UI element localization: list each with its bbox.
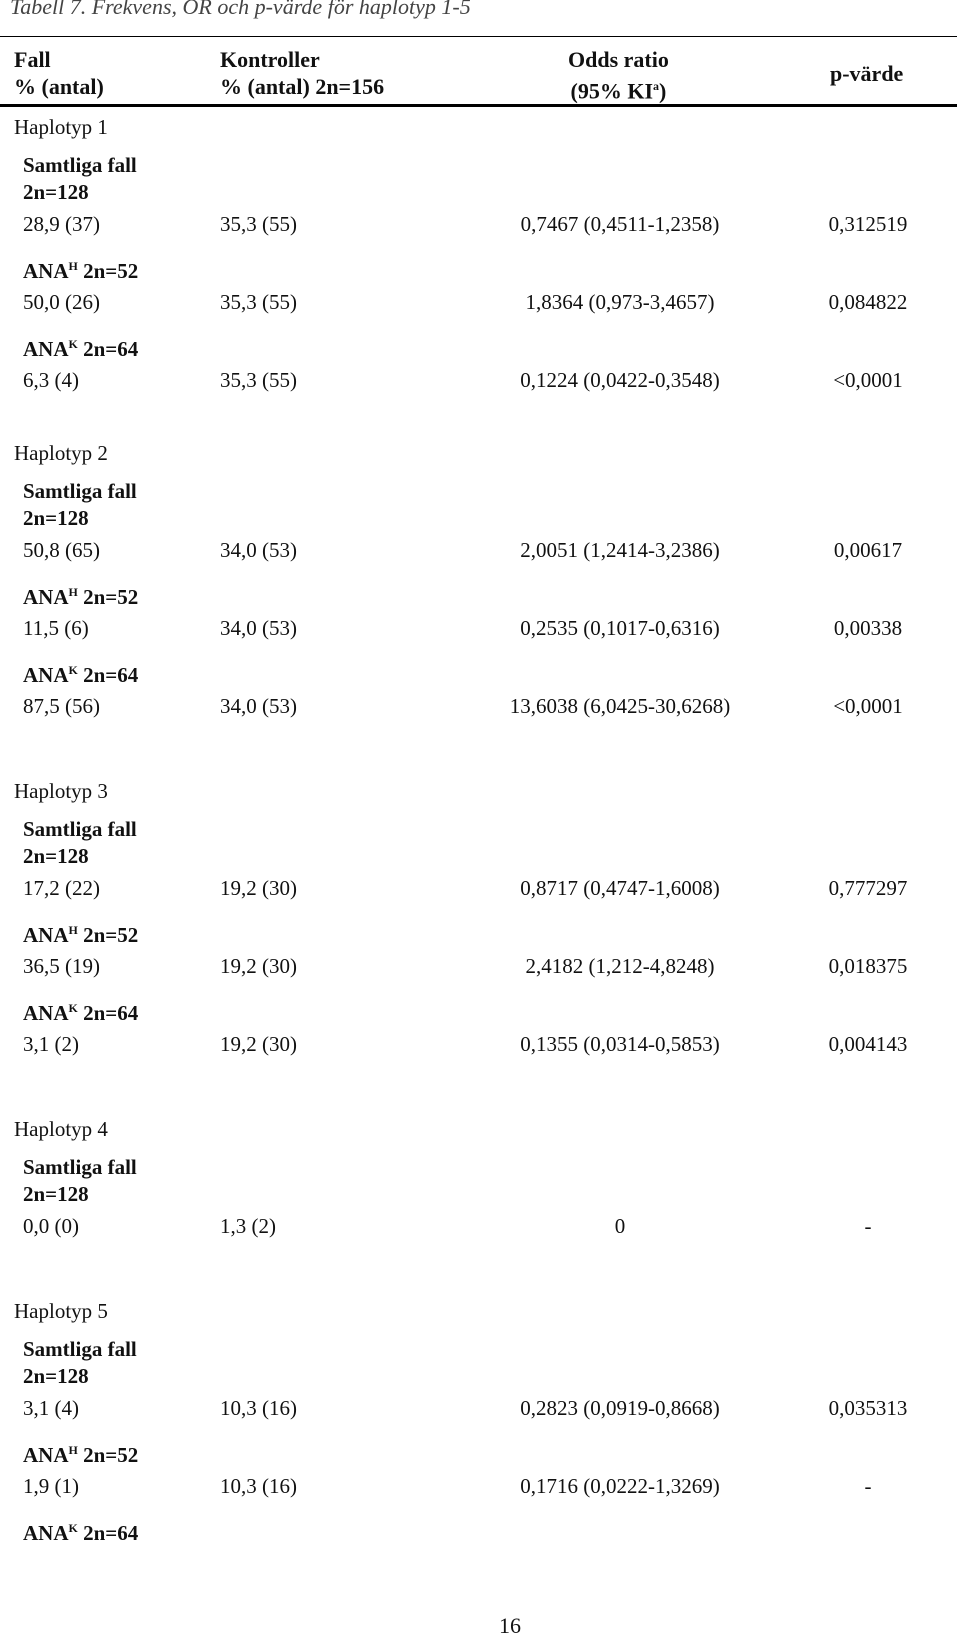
cell-or: 0	[614, 1214, 626, 1238]
haplotype-section-title: Haplotyp 5	[14, 1299, 108, 1323]
subgroup-count: 2n=128	[23, 1364, 89, 1388]
cell-controls: 34,0 (53)	[220, 694, 297, 718]
subgroup-count: 2n=64	[77, 663, 139, 687]
header-or-line2-text: (95% KI	[570, 78, 654, 104]
header-cases	[14, 46, 104, 100]
cell-cases: 0,0 (0)	[23, 1214, 79, 1238]
cell-or: 2,0051 (1,2414-3,2386)	[520, 538, 720, 562]
header-or-line1: Odds ratio	[568, 47, 669, 72]
cell-controls: 10,3 (16)	[220, 1396, 297, 1420]
subgroup-label	[23, 1437, 138, 1469]
subgroup-name: Samtliga fall	[23, 1155, 137, 1179]
cell-cases: 11,5 (6)	[23, 616, 89, 640]
cell-cases: 17,2 (22)	[23, 876, 100, 900]
haplotype-section-title: Haplotyp 2	[14, 441, 108, 465]
cell-controls: 35,3 (55)	[220, 368, 297, 392]
table-caption: Tabell 7. Frekvens, OR och p-värde för haplotyp 1-5	[10, 0, 471, 19]
subgroup-count: 2n=52	[77, 1443, 139, 1467]
cell-controls: 34,0 (53)	[220, 616, 297, 640]
page-number: 16	[499, 1613, 521, 1638]
cell-p: 0,004143	[828, 1032, 908, 1056]
subgroup-superscript: H	[68, 259, 78, 273]
cell-or: 0,7467 (0,4511-1,2358)	[520, 212, 720, 236]
cell-cases: 3,1 (2)	[23, 1032, 79, 1056]
cell-controls: 35,3 (55)	[220, 212, 297, 236]
subgroup-label	[23, 995, 138, 1027]
top-rule	[0, 36, 957, 37]
subgroup-name: Samtliga fall	[23, 1337, 137, 1361]
subgroup-count: 2n=128	[23, 1182, 89, 1206]
cell-p: 0,777297	[828, 876, 908, 900]
subgroup-name: ANA	[23, 337, 69, 361]
subgroup-label	[23, 816, 137, 870]
subgroup-name: ANA	[23, 1521, 69, 1545]
cell-controls: 1,3 (2)	[220, 1214, 276, 1238]
header-or-line2	[568, 73, 669, 104]
subgroup-name: ANA	[23, 585, 69, 609]
cell-controls: 19,2 (30)	[220, 1032, 297, 1056]
subgroup-label	[23, 253, 138, 285]
cell-or: 2,4182 (1,212-4,8248)	[525, 954, 715, 978]
subgroup-label	[23, 1515, 138, 1547]
subgroup-count: 2n=52	[77, 585, 139, 609]
cell-cases: 50,8 (65)	[23, 538, 100, 562]
subgroup-count: 2n=64	[77, 1521, 139, 1545]
subgroup-count: 2n=52	[77, 259, 139, 283]
cell-or: 1,8364 (0,973-3,4657)	[525, 290, 715, 314]
subgroup-label	[23, 579, 138, 611]
subgroup-superscript: H	[68, 923, 78, 937]
subgroup-name: ANA	[23, 663, 69, 687]
subgroup-name: ANA	[23, 1443, 69, 1467]
cell-p: -	[864, 1214, 872, 1238]
cell-p: -	[864, 1474, 872, 1498]
subgroup-superscript: K	[68, 663, 78, 677]
cell-or: 0,1355 (0,0314-0,5853)	[520, 1032, 720, 1056]
cell-p: <0,0001	[833, 368, 903, 392]
cell-controls: 19,2 (30)	[220, 876, 297, 900]
header-cases-line2: % (antal)	[14, 74, 104, 99]
cell-or: 13,6038 (6,0425-30,6268)	[509, 694, 731, 718]
cell-p: <0,0001	[833, 694, 903, 718]
subgroup-count: 2n=52	[77, 923, 139, 947]
cell-or: 0,1224 (0,0422-0,3548)	[520, 368, 720, 392]
cell-p: 0,035313	[828, 1396, 908, 1420]
cell-controls: 34,0 (53)	[220, 538, 297, 562]
cell-cases: 1,9 (1)	[23, 1474, 79, 1498]
header-pvalue: p-värde	[830, 61, 904, 86]
cell-controls: 10,3 (16)	[220, 1474, 297, 1498]
subgroup-superscript: H	[68, 585, 78, 599]
cell-or: 0,8717 (0,4747-1,6008)	[520, 876, 720, 900]
header-controls-line1: Kontroller	[220, 47, 320, 72]
cell-p: 0,084822	[828, 290, 908, 314]
header-or-line2-close: )	[659, 78, 667, 104]
subgroup-superscript: K	[68, 1521, 78, 1535]
cell-or: 0,2823 (0,0919-0,8668)	[520, 1396, 720, 1420]
cell-cases: 50,0 (26)	[23, 290, 100, 314]
cell-controls: 35,3 (55)	[220, 290, 297, 314]
cell-p: 0,00338	[833, 616, 903, 640]
subgroup-label	[23, 917, 138, 949]
haplotype-section-title: Haplotyp 1	[14, 115, 108, 139]
header-odds-ratio	[568, 46, 669, 104]
cell-p: 0,00617	[833, 538, 903, 562]
subgroup-label	[23, 1154, 137, 1208]
subgroup-name: Samtliga fall	[23, 153, 137, 177]
cell-cases: 28,9 (37)	[23, 212, 100, 236]
cell-or: 0,2535 (0,1017-0,6316)	[520, 616, 720, 640]
subgroup-name: Samtliga fall	[23, 817, 137, 841]
subgroup-superscript: H	[68, 1443, 78, 1457]
subgroup-label	[23, 478, 137, 532]
header-controls	[220, 46, 384, 100]
cell-cases: 6,3 (4)	[23, 368, 79, 392]
subgroup-superscript: K	[68, 1001, 78, 1015]
subgroup-name: ANA	[23, 923, 69, 947]
cell-p: 0,312519	[828, 212, 908, 236]
subgroup-label	[23, 1336, 137, 1390]
subgroup-label	[23, 331, 138, 363]
haplotype-section-title: Haplotyp 4	[14, 1117, 108, 1141]
subgroup-count: 2n=128	[23, 844, 89, 868]
cell-cases: 36,5 (19)	[23, 954, 100, 978]
subgroup-label	[23, 657, 138, 689]
subgroup-name: Samtliga fall	[23, 479, 137, 503]
subgroup-label	[23, 152, 137, 206]
header-or-footnote: a	[653, 79, 660, 93]
cell-cases: 3,1 (4)	[23, 1396, 79, 1420]
cell-cases: 87,5 (56)	[23, 694, 100, 718]
header-cases-line1: Fall	[14, 47, 51, 72]
subgroup-count: 2n=64	[77, 337, 139, 361]
subgroup-count: 2n=64	[77, 1001, 139, 1025]
subgroup-superscript: K	[68, 337, 78, 351]
subgroup-name: ANA	[23, 1001, 69, 1025]
header-controls-line2: % (antal) 2n=156	[220, 74, 385, 99]
haplotype-section-title: Haplotyp 3	[14, 779, 108, 803]
subgroup-name: ANA	[23, 259, 69, 283]
cell-p: 0,018375	[828, 954, 908, 978]
cell-controls: 19,2 (30)	[220, 954, 297, 978]
cell-or: 0,1716 (0,0222-1,3269)	[520, 1474, 720, 1498]
subgroup-count: 2n=128	[23, 180, 89, 204]
header-rule	[0, 104, 957, 107]
subgroup-count: 2n=128	[23, 506, 89, 530]
